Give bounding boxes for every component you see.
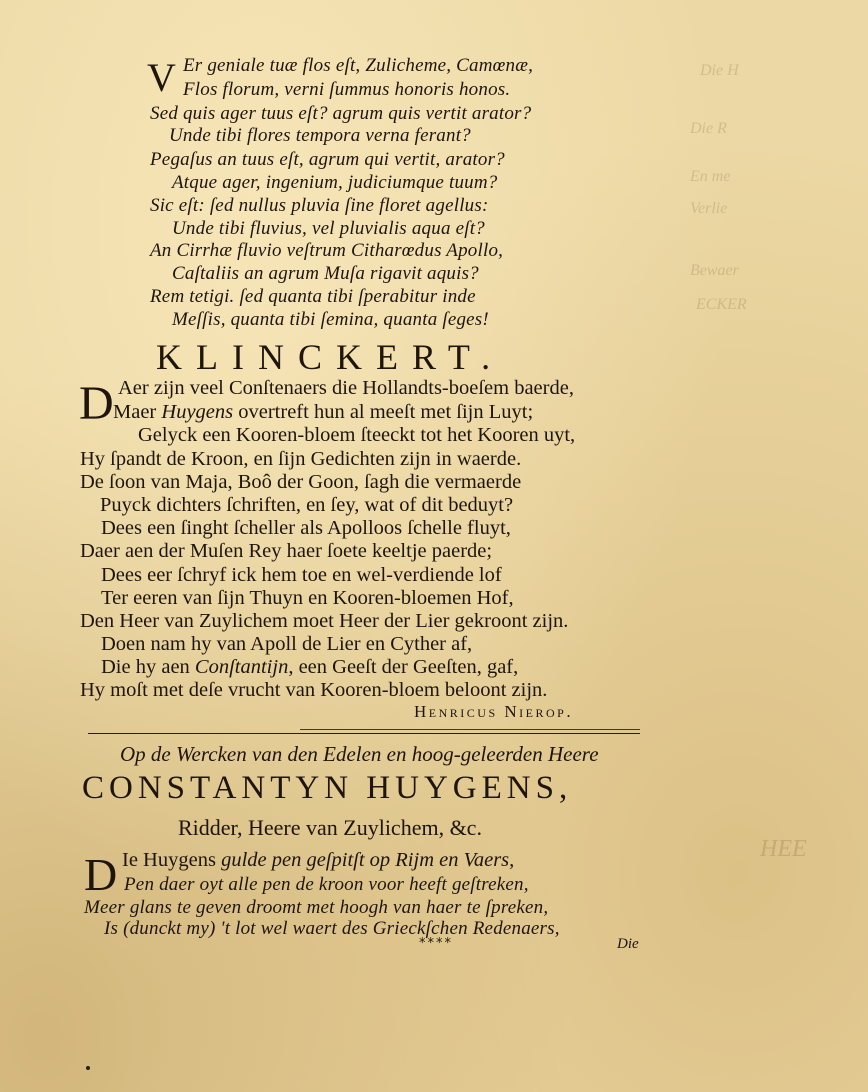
poem-line: Pen daer oyt alle pen de kroon voor heeft geſtreken, xyxy=(124,874,529,895)
poem-line xyxy=(122,850,514,871)
bleed-through-text: ECKER xyxy=(696,296,747,313)
sonnet-line-text: , een Geeſt der Geeſten, gaf, xyxy=(288,656,519,678)
divider-thin xyxy=(300,729,640,730)
poem-line-italic: gulde pen geſpitſt op Rijm en Vaers, xyxy=(221,849,515,871)
sonnet-line: Ter eeren van ſijn Thuyn en Kooren-bloemen Hof, xyxy=(101,587,514,609)
sonnet-line: Aer zijn veel Conſtenaers die Hollandts-boeſem baerde, xyxy=(118,377,574,399)
author-signature: Henricus Nierop. xyxy=(414,702,574,721)
poem-line: Flos florum, verni ſummus honoris honos. xyxy=(183,79,511,100)
sonnet-line-text: Maer xyxy=(113,401,162,423)
sonnet-line: Dees eer ſchryf ick hem toe en wel-verdiende lof xyxy=(101,564,502,586)
signature-mark: **** xyxy=(419,936,453,951)
sonnet-line: Daer aen der Muſen Rey haer ſoete keeltje paerde; xyxy=(80,540,493,562)
sonnet-line: Den Heer van Zuylichem moet Heer der Lier gekroont zijn. xyxy=(80,610,569,632)
sonnet-line: Hy ſpandt de Kroon, en ſijn Gedichten zijn in waerde. xyxy=(80,448,522,470)
bleed-through-text: Die H xyxy=(700,62,739,79)
poem-line: Rem tetigi. ſed quanta tibi ſperabitur inde xyxy=(150,286,476,307)
poem-line: An Cirrhæ fluvio veſtrum Citharœdus Apollo, xyxy=(150,240,504,261)
poem-line: Meſſis, quanta tibi ſemina, quanta ſeges! xyxy=(172,309,489,330)
bleed-through-text: HEE xyxy=(760,836,807,862)
bleed-through-text: En me xyxy=(690,168,731,185)
poem-line: Unde tibi fluvius, vel pluvialis aqua eſt? xyxy=(172,218,485,239)
poem-line: Caſtaliis an agrum Muſa rigavit aquis? xyxy=(172,263,479,284)
poem-line: Unde tibi flores tempora verna ferant? xyxy=(169,125,471,146)
sonnet-line: Gelyck een Kooren-bloem ſteeckt tot het Kooren uyt, xyxy=(138,424,576,446)
sonnet-line-text: overtreft hun al meeſt met ſijn Luyt; xyxy=(233,401,534,423)
dedication-name: CONSTANTYN HUYGENS, xyxy=(82,770,573,806)
poem-line: Is (dunckt my) 't lot wel waert des Grieckſchen Redenaers, xyxy=(104,918,560,939)
sonnet-line xyxy=(101,657,518,678)
poem-line-text: Ie Huygens xyxy=(122,849,222,871)
poem-line: Meer glans te geven droomt met hoogh van haer te ſpreken, xyxy=(84,897,549,918)
sonnet-line: Dees een ſinght ſcheller als Apolloos ſchelle fluyt, xyxy=(101,517,511,539)
sonnet-line xyxy=(113,402,533,423)
constantijn-italic: Conſtantijn xyxy=(194,656,289,678)
sonnet-line: Hy moſt met deſe vrucht van Kooren-bloem beloont zijn. xyxy=(80,679,548,701)
bleed-through-text: Bewaer xyxy=(690,262,739,279)
divider-rule xyxy=(88,733,640,734)
sonnet-line: Doen nam hy van Apoll de Lier en Cyther af, xyxy=(101,633,473,655)
sonnet-line: De ſoon van Maja, Boô der Goon, ſagh die vermaerde xyxy=(80,471,522,493)
drop-cap-d: D xyxy=(79,377,114,430)
dedication-title: Ridder, Heere van Zuylichem, &c. xyxy=(178,815,482,840)
drop-cap-d-2: D xyxy=(84,849,118,900)
poem-line: Atque ager, ingenium, judiciumque tuum? xyxy=(172,172,498,193)
drop-cap-v: V xyxy=(147,55,176,100)
huygens-italic: Huygens xyxy=(161,401,234,423)
bleed-through-text: Verlie xyxy=(690,200,728,217)
poem-line: Sic eſt: ſed nullus pluvia ſine floret agellus: xyxy=(150,195,489,216)
klinckert-heading: KLINCKERT. xyxy=(156,337,505,377)
catchword: Die xyxy=(617,936,639,952)
poem-line: Sed quis ager tuus eſt? agrum quis vertit arator? xyxy=(150,103,532,124)
poem-line: Er geniale tuæ flos eſt, Zulicheme, Camœnæ, xyxy=(183,55,534,76)
poem-line: Pegaſus an tuus eſt, agrum qui vertit, arator? xyxy=(150,149,505,170)
dedication-subtitle: Op de Wercken van den Edelen en hoog-geleerden Heere xyxy=(120,742,599,766)
sonnet-line-text: Die hy aen xyxy=(101,656,195,678)
sonnet-line: Puyck dichters ſchriften, en ſey, wat of dit beduyt? xyxy=(100,494,514,516)
ink-speck xyxy=(86,1066,90,1070)
bleed-through-text: Die R xyxy=(690,120,727,137)
